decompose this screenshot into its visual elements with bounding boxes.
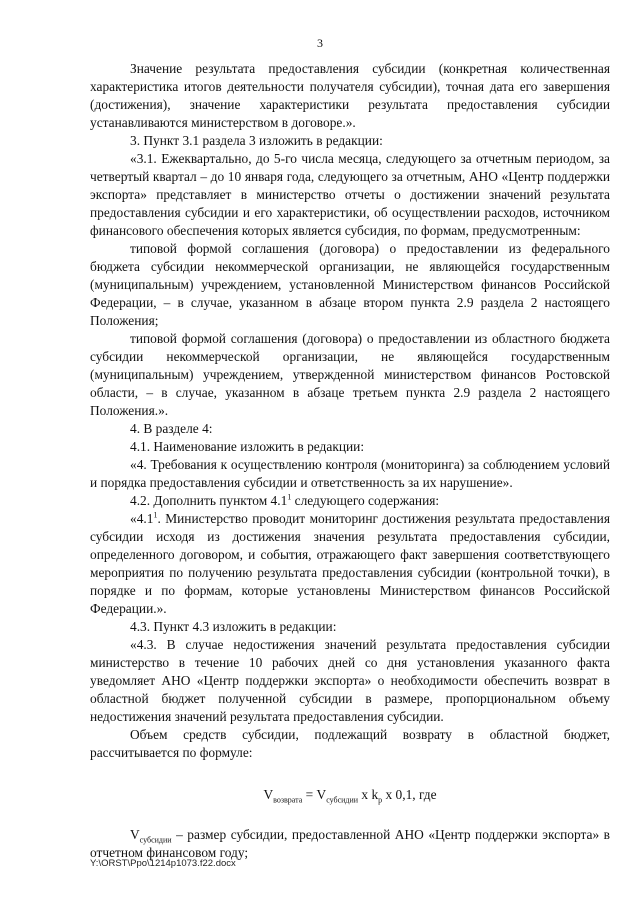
formula-symbol: V bbox=[130, 827, 140, 842]
paragraph: 4. В разделе 4: bbox=[130, 421, 213, 436]
paragraph: 4.1. Наименование изложить в редакции: bbox=[130, 439, 365, 454]
formula-subscript: возврата bbox=[273, 795, 303, 805]
document-body bbox=[90, 60, 610, 862]
formula-subscript: субсидии bbox=[326, 795, 359, 805]
text: следующего содержания: bbox=[291, 493, 440, 508]
superscript: 1 bbox=[287, 492, 292, 502]
text: 4.2. Дополнить пунктом 4.1 bbox=[130, 493, 288, 508]
paragraph-4-1-1 bbox=[90, 510, 610, 618]
file-path-footer: Y:\ORST\Ppo\1214p1073.f22.docx bbox=[90, 858, 236, 869]
formula-subscript: субсидии bbox=[139, 835, 172, 845]
formula-subscript: p bbox=[378, 795, 383, 805]
text: . Министерство проводит мониторинг достижения результата предоставления субсидии исходя из достижения значения результата предоставления субсидии, определенного договором, и события, отражающего факт завершения соответствующего мероприятия по получению результата предоставления субсидии (контрольной точки), в порядке и по формам, которые установлены Министерством финансов Российской Федерации.». bbox=[90, 511, 610, 616]
paragraph: «4. Требования к осуществлению контроля (мониторинга) за соблюдением условий и порядка предоставления субсидии и ответственность за их нарушение». bbox=[90, 457, 610, 490]
text: – размер субсидии, предоставленной АНО «Центр поддержки экспорта» в отчетном финансовом году; bbox=[90, 827, 610, 860]
formula-symbol: = bbox=[302, 787, 317, 802]
paragraph: 3. Пункт 3.1 раздела 3 изложить в редакции: bbox=[130, 133, 383, 148]
formula-symbol: x k bbox=[358, 787, 379, 802]
formula bbox=[90, 786, 610, 804]
paragraph: типовой формой соглашения (договора) о предоставлении из областного бюджета субсидии некоммерческой организации, не являющейся государственным (муниципальным) учреждением, утвержденной министерством финансов Ростовской области, – в случае, указанном в абзаце третьем пункта 2.9 раздела 2 настоящего Положения.». bbox=[90, 331, 610, 418]
superscript: 1 bbox=[153, 510, 158, 520]
paragraph: Объем средств субсидии, подлежащий возврату в областной бюджет, рассчитывается по формуле: bbox=[90, 727, 610, 760]
formula-symbol: x 0,1, где bbox=[382, 787, 437, 802]
paragraph: типовой формой соглашения (договора) о предоставлении из федерального бюджета субсидии некоммерческой организации, не являющейся государственным (муниципальным) учреждением, установленной Министерством финансов Российской Федерации, – в случае, указанном в абзаце втором пункта 2.9 раздела 2 настоящего Положения; bbox=[90, 241, 610, 328]
paragraph: «3.1. Ежеквартально, до 5-го числа месяца, следующего за отчетным периодом, за четвертый квартал – до 10 января года, следующего за отчетным, АНО «Центр поддержки экспорта» представляет в министерство отчеты о достижении значений результата предоставления субсидии и его характеристики, об осуществлении расходов, источником финансового обеспечения которых является субсидия, по формам, предусмотренным: bbox=[90, 151, 610, 238]
formula-symbol: V bbox=[316, 787, 327, 802]
page-number: 3 bbox=[317, 36, 323, 50]
paragraph: «4.3. В случае недостижения значений результата предоставления субсидии министерство в течение 10 рабочих дней со дня установления указанного факта уведомляет АНО «Центр поддержки экспорта» о необходимости обеспечить возврат в областной бюджет полученной субсидии в размере, пропорциональном объему недостижения значений результата предоставления субсидии. bbox=[90, 637, 610, 724]
paragraph-4-2 bbox=[90, 492, 610, 510]
text: «4.1 bbox=[130, 511, 154, 526]
paragraph: Значение результата предоставления субсидии (конкретная количественная характеристика итогов деятельности получателя субсидии), точная дата его завершения (достижения), значение характеристики результата предоставления субсидии устанавливаются министерством в договоре.». bbox=[90, 61, 610, 130]
paragraph-definition bbox=[90, 826, 610, 862]
paragraph: 4.3. Пункт 4.3 изложить в редакции: bbox=[130, 619, 337, 634]
formula-symbol: V bbox=[263, 787, 274, 802]
